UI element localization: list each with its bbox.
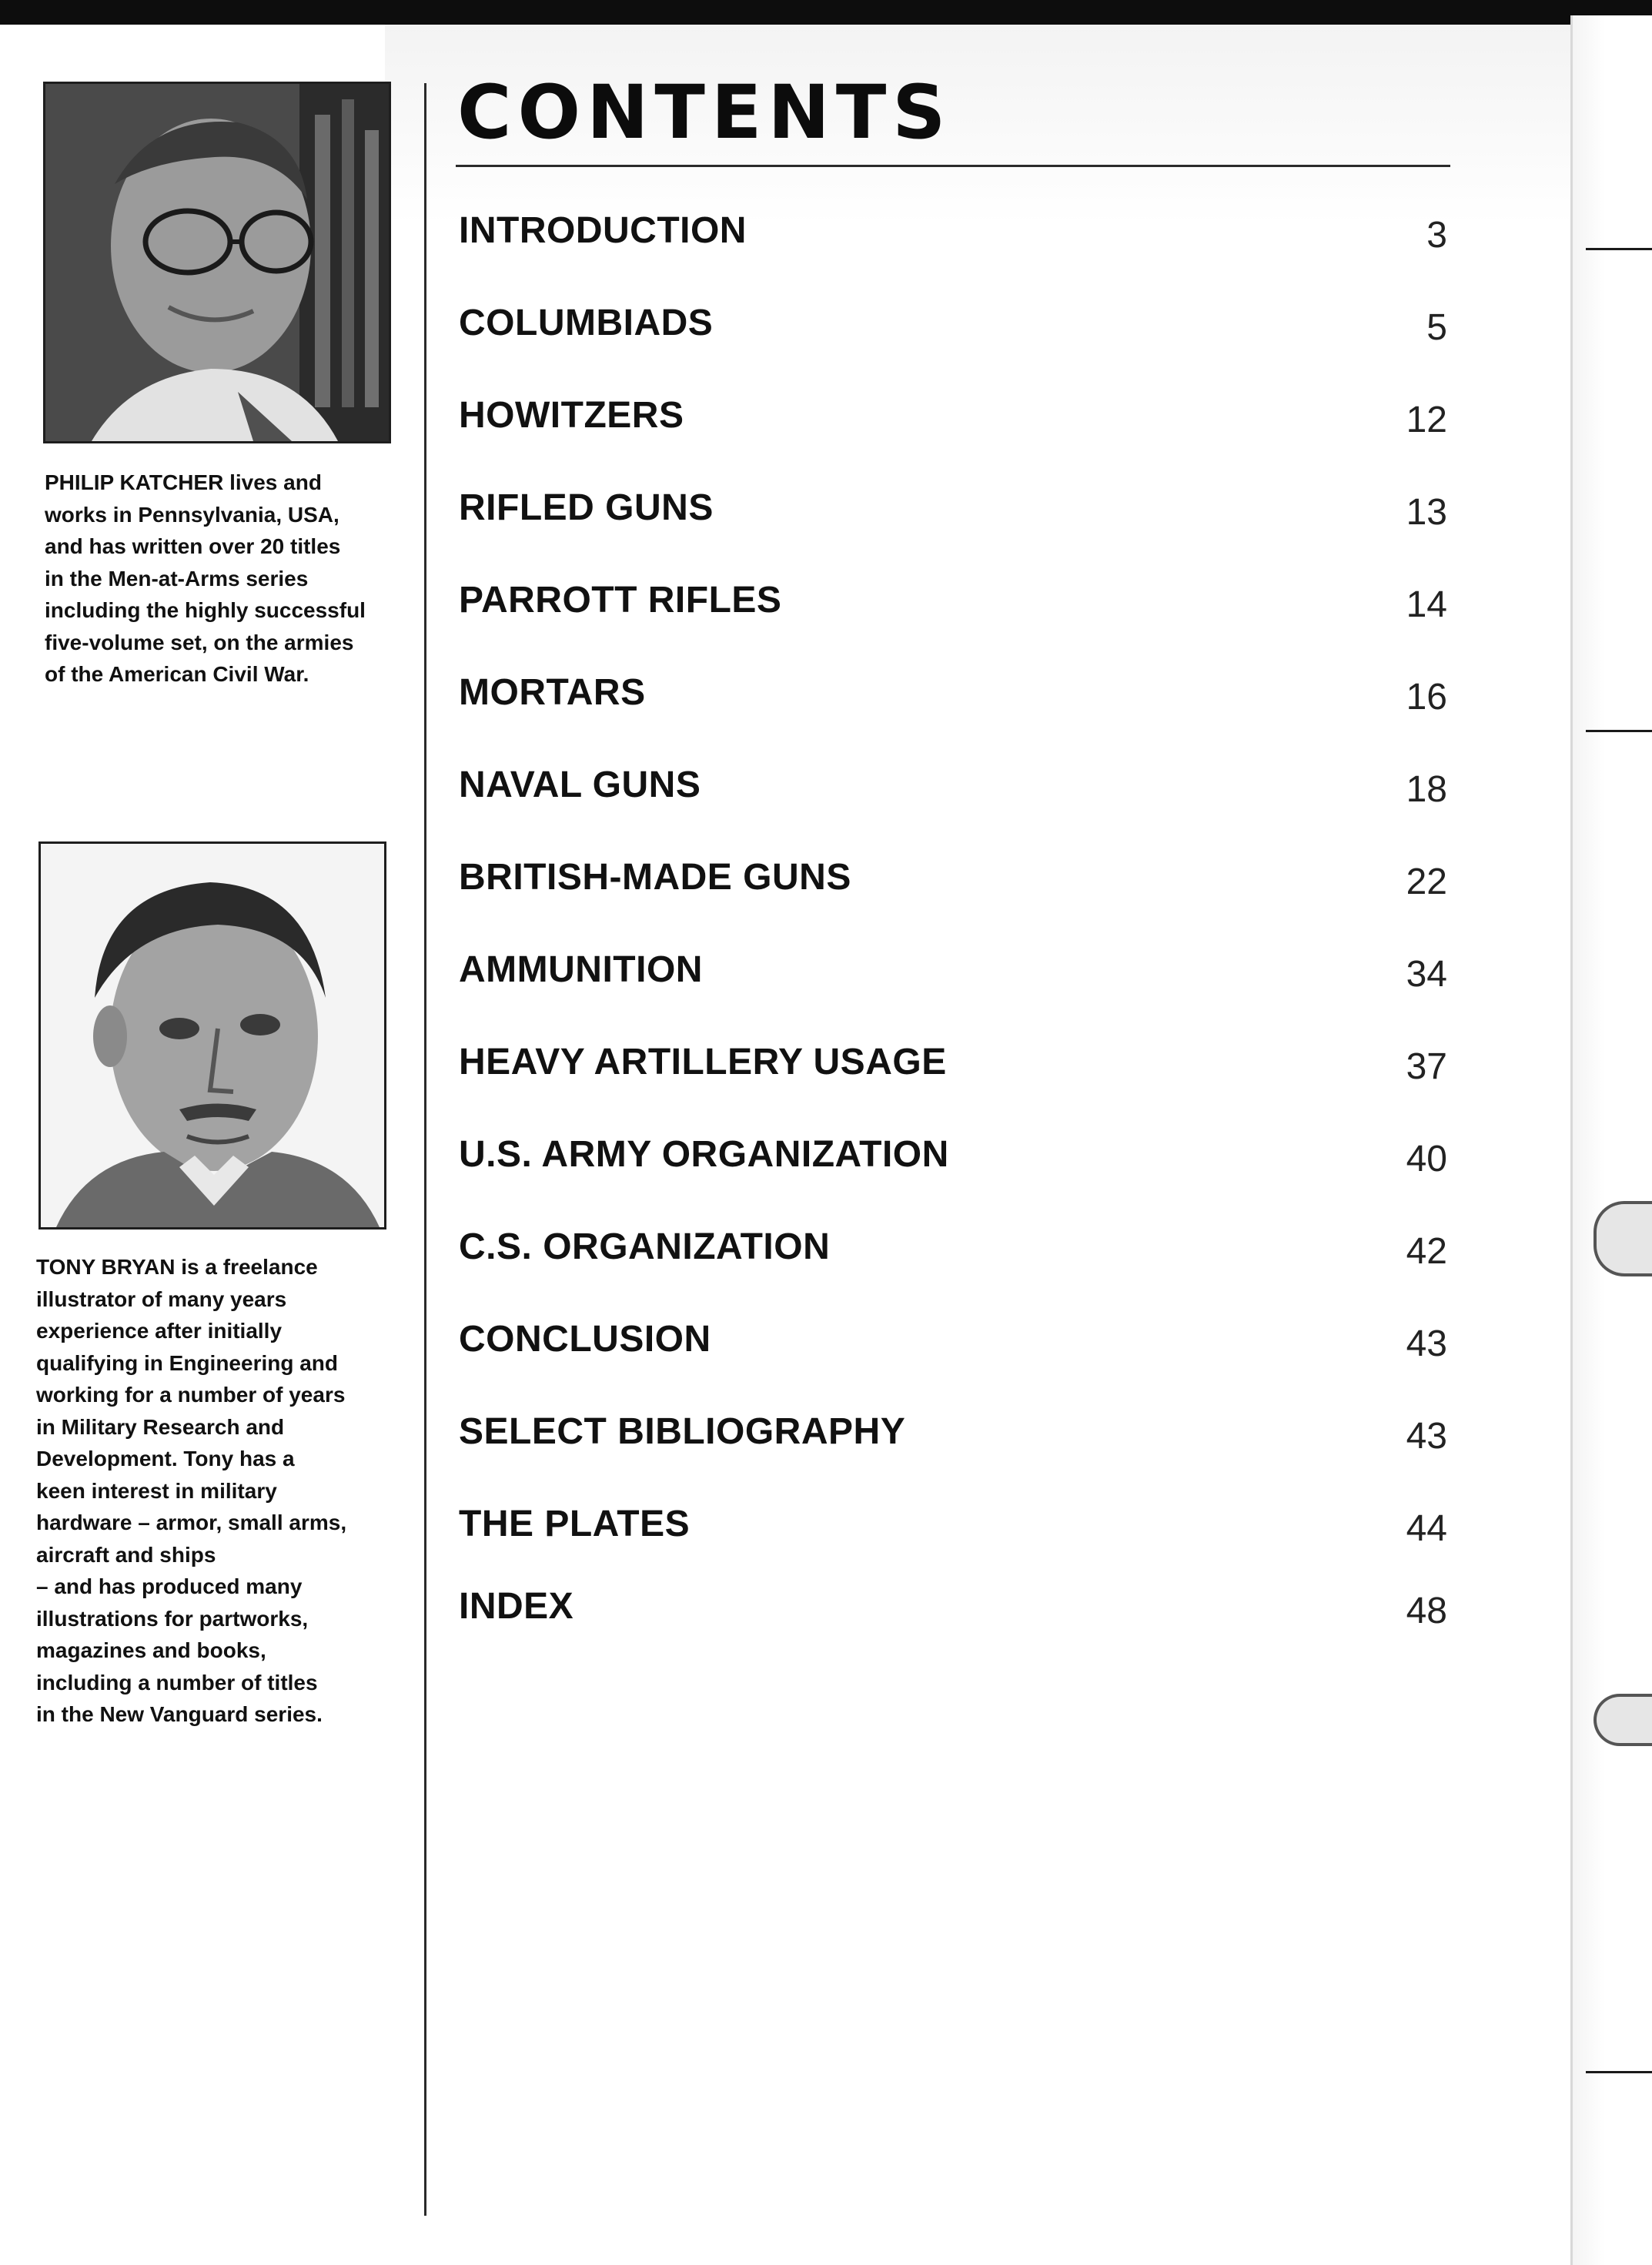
scan-top-border <box>0 0 1652 25</box>
toc-entry-label: PARROTT RIFLES <box>459 580 782 621</box>
toc-entry-british-made-guns[interactable] <box>454 853 1447 902</box>
toc-entry-label: INDEX <box>459 1586 574 1627</box>
toc-entry-page: 40 <box>1406 1139 1447 1179</box>
toc-entry-label: COLUMBIADS <box>459 303 714 343</box>
toc-entry-label: BRITISH-MADE GUNS <box>459 857 851 898</box>
title-underline <box>456 165 1450 167</box>
adjacent-page-illustration <box>1593 1201 1652 1276</box>
toc-entry-howitzers[interactable] <box>454 391 1447 440</box>
adjacent-page-rule <box>1586 248 1652 250</box>
bio-line: experience after initially <box>36 1319 283 1343</box>
bio-line: Development. Tony has a <box>36 1447 295 1470</box>
bio-line: qualifying in Engineering and <box>36 1350 339 1375</box>
author-photo-philip-katcher <box>43 82 391 443</box>
bio-line: aircraft and ships <box>36 1542 216 1567</box>
author-bio-tony-bryan <box>36 1251 406 1731</box>
bio-line: illustrator of many years <box>36 1286 287 1311</box>
toc-entry-label: CONCLUSION <box>459 1319 711 1360</box>
bio-line: of the American Civil War. <box>45 662 309 686</box>
toc-entry-page: 34 <box>1406 954 1447 995</box>
toc-entry-label: HEAVY ARTILLERY USAGE <box>459 1042 947 1082</box>
adjacent-page-rule <box>1586 730 1652 732</box>
toc-entry-page: 43 <box>1406 1323 1447 1364</box>
toc-entry-page: 3 <box>1426 215 1447 256</box>
bio-line: magazines and books, <box>36 1638 266 1662</box>
toc-entry-page: 43 <box>1406 1416 1447 1457</box>
bio-line: hardware – armor, small arms, <box>36 1511 347 1534</box>
toc-entry-page: 42 <box>1406 1231 1447 1272</box>
bio-line: works in Pennsylvania, USA, <box>45 502 339 527</box>
toc-entry-select-bibliography[interactable] <box>454 1407 1447 1457</box>
toc-entry-introduction[interactable] <box>454 206 1447 256</box>
toc-entry-index[interactable] <box>454 1582 1447 1631</box>
toc-entry-label: SELECT BIBLIOGRAPHY <box>459 1411 906 1452</box>
toc-entry-heavy-artillery-usage[interactable] <box>454 1038 1447 1087</box>
toc-entry-the-plates[interactable] <box>454 1500 1447 1549</box>
toc-entry-ammunition[interactable] <box>454 945 1447 995</box>
toc-entry-page: 48 <box>1406 1591 1447 1631</box>
toc-entry-label: INTRODUCTION <box>459 210 747 251</box>
toc-entry-conclusion[interactable] <box>454 1315 1447 1364</box>
bio-line: and has written over 20 titles <box>45 534 341 558</box>
toc-entry-page: 37 <box>1406 1046 1447 1087</box>
bio-line: including the highly successful <box>45 598 366 622</box>
toc-entry-parrott-rifles[interactable] <box>454 576 1447 625</box>
portrait-illustration <box>41 844 384 1227</box>
bio-line: PHILIP KATCHER lives and <box>45 470 322 494</box>
portrait-illustration <box>45 84 389 441</box>
toc-entry-page: 13 <box>1406 492 1447 533</box>
toc-entry-page: 44 <box>1406 1508 1447 1549</box>
toc-entry-label: HOWITZERS <box>459 395 684 436</box>
toc-entry-page: 22 <box>1406 862 1447 902</box>
adjacent-page-rule <box>1586 2071 1652 2073</box>
bio-line: keen interest in military <box>36 1478 277 1503</box>
toc-entry-page: 16 <box>1406 677 1447 718</box>
toc-entry-columbiads[interactable] <box>454 299 1447 348</box>
page-title: CONTENTS <box>457 69 952 156</box>
toc-entry-label: U.S. ARMY ORGANIZATION <box>459 1134 949 1175</box>
bio-line: TONY BRYAN is a freelance <box>36 1255 318 1279</box>
bio-line: in Military Research and <box>36 1414 285 1439</box>
column-divider <box>424 83 426 2216</box>
bio-line: – and has produced many <box>36 1574 303 1598</box>
toc-entry-cs-organization[interactable] <box>454 1223 1447 1272</box>
toc-entry-page: 18 <box>1406 769 1447 810</box>
bio-line: illustrations for partworks, <box>36 1606 309 1631</box>
bio-line: in the New Vanguard series. <box>36 1702 323 1726</box>
toc-entry-naval-guns[interactable] <box>454 761 1447 810</box>
bio-line: including a number of titles <box>36 1670 318 1695</box>
toc-entry-page: 12 <box>1406 400 1447 440</box>
toc-entry-label: C.S. ORGANIZATION <box>459 1226 831 1267</box>
toc-entry-page: 5 <box>1426 307 1447 348</box>
bio-line: five-volume set, on the armies <box>45 630 354 654</box>
author-photo-tony-bryan <box>38 841 386 1230</box>
bio-line: working for a number of years <box>36 1383 346 1407</box>
toc-entry-rifled-guns[interactable] <box>454 483 1447 533</box>
adjacent-page-edge <box>1570 15 1652 2265</box>
toc-entry-mortars[interactable] <box>454 668 1447 718</box>
toc-entry-us-army-organization[interactable] <box>454 1130 1447 1179</box>
author-bio-philip-katcher <box>45 467 414 691</box>
toc-entry-label: AMMUNITION <box>459 949 703 990</box>
toc-entry-page: 14 <box>1406 584 1447 625</box>
toc-entry-label: NAVAL GUNS <box>459 764 701 805</box>
bio-line: in the Men-at-Arms series <box>45 566 309 591</box>
toc-entry-label: RIFLED GUNS <box>459 487 714 528</box>
adjacent-page-illustration <box>1593 1694 1652 1746</box>
toc-entry-label: MORTARS <box>459 672 646 713</box>
toc-entry-label: THE PLATES <box>459 1504 691 1544</box>
